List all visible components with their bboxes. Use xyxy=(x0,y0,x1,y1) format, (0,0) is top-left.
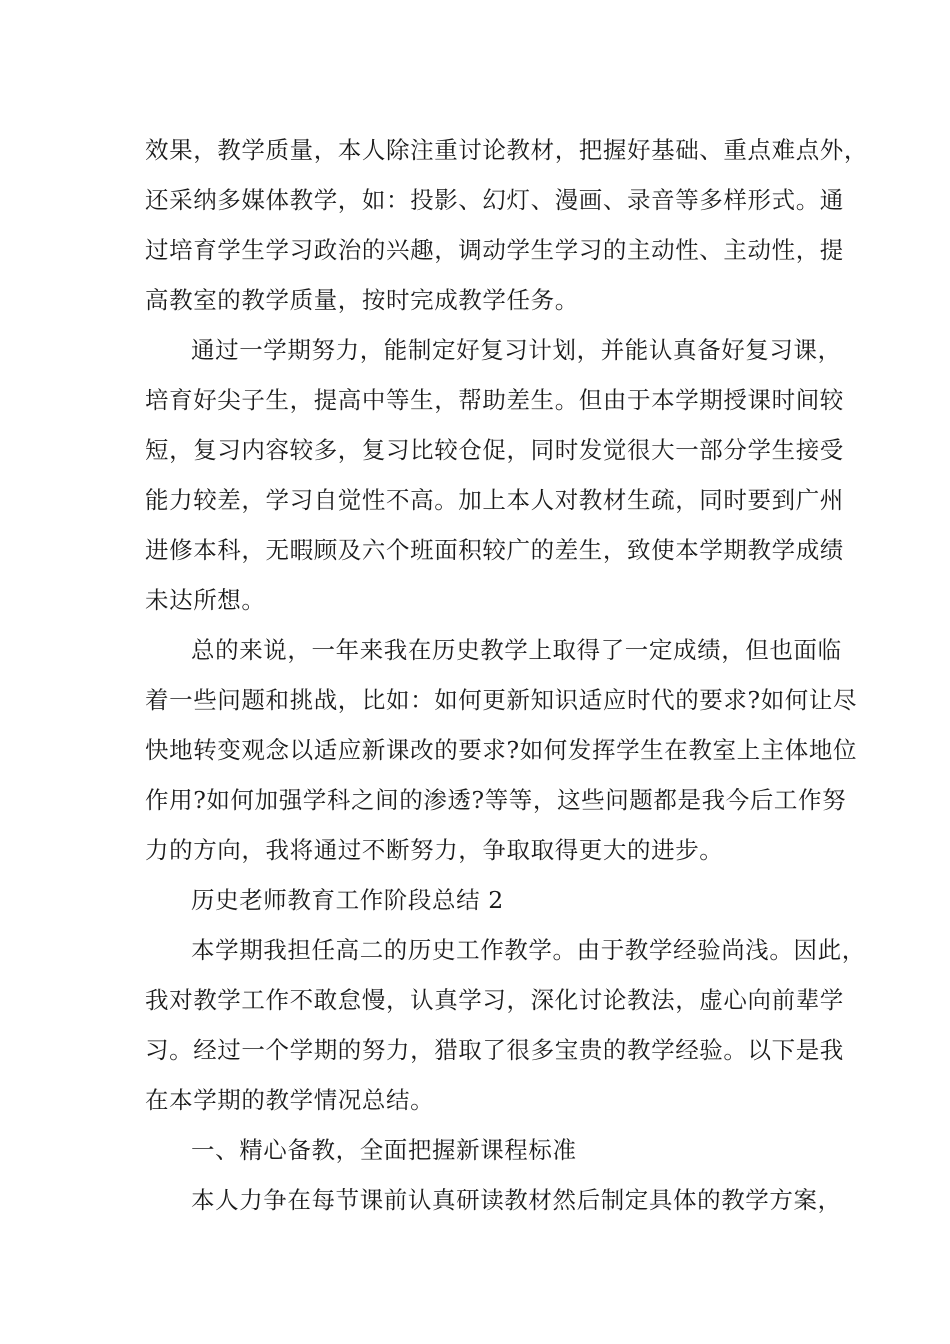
text-line: 着一些问题和挑战，比如：如何更新知识适应时代的要求?如何让尽 xyxy=(145,686,858,714)
text-line: 进修本科，无暇顾及六个班面积较广的差生，致使本学期教学成绩 xyxy=(145,536,844,564)
text-line: 力的方向，我将通过不断努力，争取取得更大的进步。 xyxy=(145,836,724,864)
subsection-heading: 一、精心备教，全面把握新课程标准 xyxy=(191,1136,577,1164)
text-line: 高教室的教学质量，按时完成教学任务。 xyxy=(145,286,579,314)
paragraph-first-line: 通过一学期努力，能制定好复习计划，并能认真备好复习课， xyxy=(191,336,842,364)
paragraph-first-line: 总的来说，一年来我在历史教学上取得了一定成绩，但也面临 xyxy=(191,636,842,664)
text-line: 能力较差，学习自觉性不高。加上本人对教材生疏，同时要到广州 xyxy=(145,486,844,514)
text-line: 培育好尖子生，提高中等生，帮助差生。但由于本学期授课时间较 xyxy=(145,386,844,414)
text-line: 未达所想。 xyxy=(145,586,266,614)
text-line: 我对教学工作不敢怠慢，认真学习，深化讨论教法，虚心向前辈学 xyxy=(145,986,844,1014)
paragraph-first-line: 本人力争在每节课前认真研读教材然后制定具体的教学方案， xyxy=(191,1186,842,1214)
text-line: 快地转变观念以适应新课改的要求?如何发挥学生在教室上主体地位 xyxy=(145,736,858,764)
text-line: 过培育学生学习政治的兴趣，调动学生学习的主动性、主动性，提 xyxy=(145,236,844,264)
text-line: 作用?如何加强学科之间的渗透?等等，这些问题都是我今后工作努 xyxy=(145,786,847,814)
text-line: 短，复习内容较多，复习比较仓促，同时发觉很大一部分学生接受 xyxy=(145,436,844,464)
text-line: 效果，教学质量，本人除注重讨论教材，把握好基础、重点难点外， xyxy=(145,136,868,164)
text-line: 还采纳多媒体教学，如：投影、幻灯、漫画、录音等多样形式。通 xyxy=(145,186,844,214)
text-line: 在本学期的教学情况总结。 xyxy=(145,1086,435,1114)
section-heading: 历史老师教育工作阶段总结 2 xyxy=(191,886,504,914)
paragraph-first-line: 本学期我担任高二的历史工作教学。由于教学经验尚浅。因此， xyxy=(191,936,866,964)
text-line: 习。经过一个学期的努力，猎取了很多宝贵的教学经验。以下是我 xyxy=(145,1036,844,1064)
